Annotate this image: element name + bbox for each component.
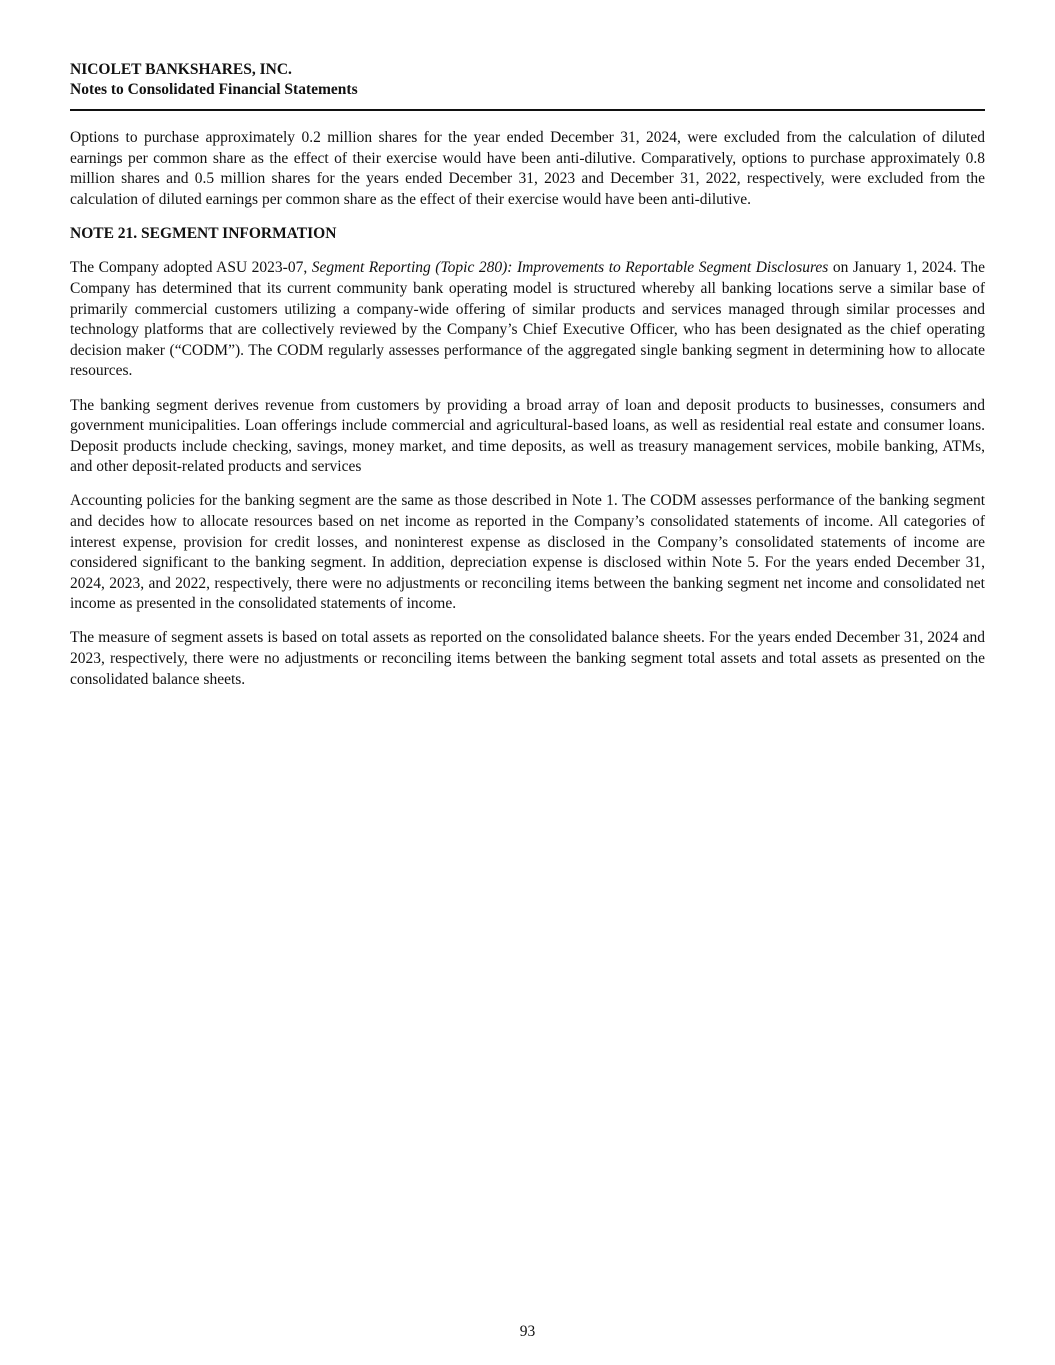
document-subtitle: Notes to Consolidated Financial Statements: [70, 81, 358, 98]
segment-paragraph-1-rest: on January 1, 2024. The Company has determined that its current community bank operating model is structured whereby all banking locations serve a similar base of primarily commercial customers utilizing a company-wide offering of similar products and services managed through similar processes and technology platforms that are collectively reviewed by the Company’s Chief Executive Officer, who has been designated as the chief operating decision maker (“CODM”). The CODM regularly assesses performance of the aggregated single banking segment in determining how to allocate resources.: [70, 259, 985, 380]
company-name: NICOLET BANKSHARES, INC.: [70, 61, 292, 78]
page-number: 93: [519, 1323, 536, 1340]
asu-title: Segment Reporting (Topic 280): Improvements to Reportable Segment Disclosures: [311, 259, 829, 277]
note-21-heading: NOTE 21. SEGMENT INFORMATION: [70, 224, 337, 242]
segment-paragraph-4: The measure of segment assets is based on total assets as reported on the consolidated balance sheets. For the years ended December 31, 2024 and 2023, respectively, there were no adjustments or reconciling items between the banking segment total assets and total assets as presented on the consolidated balance sheets.: [70, 629, 985, 688]
segment-paragraph-2: The banking segment derives revenue from customers by providing a broad array of loan and deposit products to businesses, consumers and government municipalities. Loan offerings include commercial and agricultural-based loans, as well as residential real estate and consumer loans. Deposit products include checking, savings, money market, and time deposits, as well as treasury management services, mobile banking, ATMs, and other deposit-related products and services: [70, 396, 985, 476]
segment-paragraph-3: Accounting policies for the banking segment are the same as those described in Note 1. The CODM assesses performance of the banking segment and decides how to allocate resources based on net income as reported in the Company’s consolidated statements of income. All categories of interest expense, provision for credit losses, and noninterest expense as disclosed in the Company’s consolidated statements of income are considered significant to the banking segment. In addition, depreciation expense is disclosed within Note 5. For the years ended December 31, 2024, 2023, and 2022, respectively, there were no adjustments or reconciling items between the banking segment net income and consolidated net income as presented in the consolidated statements of income.: [70, 492, 985, 613]
header-divider: [70, 109, 985, 111]
segment-paragraph-1: [70, 258, 985, 382]
options-paragraph: Options to purchase approximately 0.2 million shares for the year ended December 31, 2024, were excluded from the calculation of diluted earnings per common share as the effect of their exercise would have been anti-dilutive. Comparatively, options to purchase approximately 0.8 million shares and 0.5 million shares for the years ended December 31, 2023 and December 31, 2022, respectively, were excluded from the calculation of diluted earnings per common share as the effect of their exercise would have been anti-dilutive.: [70, 129, 985, 208]
segment-paragraph-1-lead: The Company adopted ASU 2023-07,: [70, 259, 312, 277]
document-page: [70, 60, 985, 704]
